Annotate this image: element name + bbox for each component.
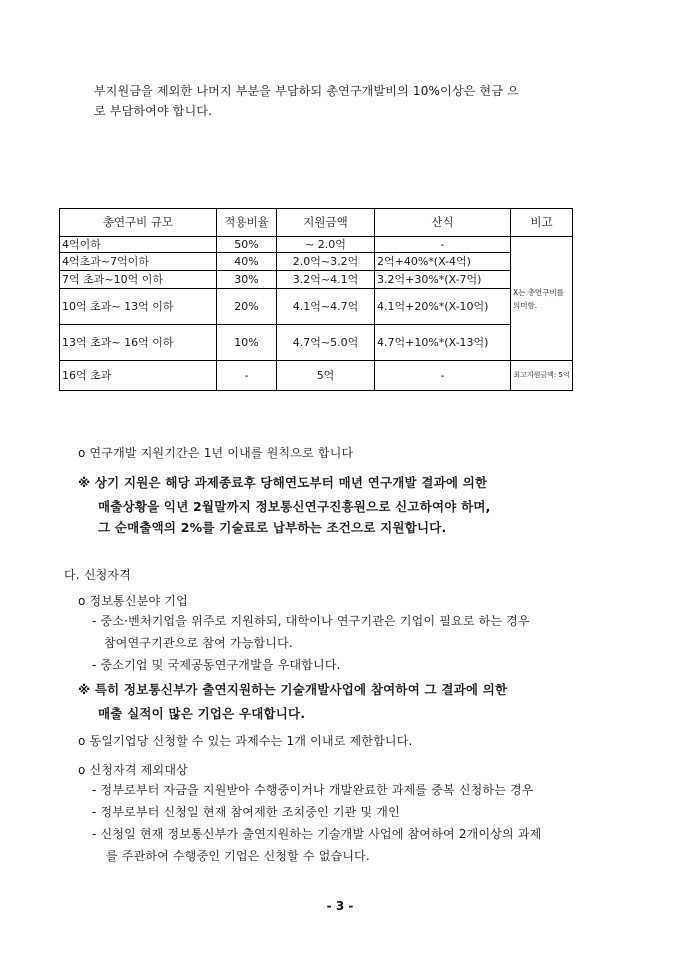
cell-scale: 7억 초과~10억 이하 xyxy=(60,271,217,289)
funding-table xyxy=(59,208,573,391)
cell-scale: 4억초과~7억이하 xyxy=(60,253,217,271)
cell-formula: - xyxy=(375,361,511,391)
exclusion-title: o 신청자격 제외대상 xyxy=(78,763,188,777)
cell-amount: 3.2억~4.1억 xyxy=(277,271,375,289)
table-row xyxy=(60,361,573,391)
intro-line-2: 로 부담하여야 합니다. xyxy=(94,104,213,118)
cell-formula: 2억+40%*(X-4억) xyxy=(375,253,511,271)
field-title: o 정보통신분야 기업 xyxy=(78,594,188,608)
field-item-1-line-2: 참여연구기관으로 참여 가능합니다. xyxy=(104,636,293,650)
limit-text: o 동일기업당 신청할 수 있는 과제수는 1개 이내로 제한합니다. xyxy=(78,734,413,748)
exclusion-item-2: - 정부로부터 신청일 현재 참여제한 조치중인 기관 및 개인 xyxy=(92,805,400,819)
cell-rate: 20% xyxy=(217,289,277,325)
intro-line-1: 부지원금을 제외한 나머지 부분을 부담하되 총연구개발비의 10%이상은 현금 으 xyxy=(94,84,519,98)
exclusion-item-1: - 정부로부터 자금을 지원받아 수행중이거나 개발완료한 과제를 중복 신청하는 경우 xyxy=(92,783,534,797)
header-remark: 비고 xyxy=(511,209,573,237)
page-number: - 3 - xyxy=(326,899,354,913)
cell-rate: 40% xyxy=(217,253,277,271)
period-text: o 연구개발 지원기간은 1년 이내를 원칙으로 합니다 xyxy=(78,446,354,460)
cell-amount: ~ 2.0억 xyxy=(277,237,375,253)
field-item-2: - 중소기업 및 국제공동연구개발을 우대합니다. xyxy=(92,658,341,672)
header-amount: 지원금액 xyxy=(277,209,375,237)
exclusion-item-3-line-2: 를 주관하여 수행중인 기업은 신청할 수 없습니다. xyxy=(106,849,370,863)
cell-amount: 4.1억~4.7억 xyxy=(277,289,375,325)
cell-amount: 4.7억~5.0억 xyxy=(277,325,375,361)
notice2-line-2: 매출 실적이 많은 기업은 우대합니다. xyxy=(98,706,306,721)
cell-remark-max: 최고지원금액: 5억 xyxy=(511,361,573,391)
cell-remark-x: X는 총연구비를 의미함. xyxy=(511,237,573,361)
table-row xyxy=(60,253,573,271)
header-rate: 적용비율 xyxy=(217,209,277,237)
table-row xyxy=(60,271,573,289)
cell-formula: - xyxy=(375,237,511,253)
table-row xyxy=(60,289,573,325)
table-row xyxy=(60,325,573,361)
section-title: 다. 신청자격 xyxy=(64,568,131,582)
cell-scale: 13억 초과~ 16억 이하 xyxy=(60,325,217,361)
cell-amount: 2.0억~3.2억 xyxy=(277,253,375,271)
cell-amount: 5억 xyxy=(277,361,375,391)
cell-formula: 4.1억+20%*(X-10억) xyxy=(375,289,511,325)
cell-scale: 16억 초과 xyxy=(60,361,217,391)
table-header-row xyxy=(60,209,573,237)
field-item-1-line-1: - 중소·벤처기업을 위주로 지원하되, 대학이나 연구기관은 기업이 필요로 하는 경우 xyxy=(92,614,530,628)
notice1-line-1: ※ 상기 지원은 해당 과제종료후 당해연도부터 매년 연구개발 결과에 의한 xyxy=(78,475,488,490)
cell-rate: 50% xyxy=(217,237,277,253)
header-formula: 산식 xyxy=(375,209,511,237)
cell-formula: 3.2억+30%*(X-7억) xyxy=(375,271,511,289)
cell-rate: 10% xyxy=(217,325,277,361)
notice2-line-1: ※ 특히 정보통신부가 출연지원하는 기술개발사업에 참여하여 그 결과에 의한 xyxy=(78,682,508,697)
cell-formula: 4.7억+10%*(X-13억) xyxy=(375,325,511,361)
exclusion-item-3-line-1: - 신청일 현재 정보통신부가 출연지원하는 기술개발 사업에 참여하여 2개이상의 과제 xyxy=(92,827,542,841)
notice1-line-2: 매출상황을 익년 2월말까지 정보통신연구진흥원으로 신고하여야 하며, xyxy=(98,499,491,514)
cell-scale: 4억이하 xyxy=(60,237,217,253)
cell-scale: 10억 초과~ 13억 이하 xyxy=(60,289,217,325)
cell-rate: 30% xyxy=(217,271,277,289)
header-scale: 총연구비 규모 xyxy=(60,209,217,237)
cell-rate: - xyxy=(217,361,277,391)
table-row xyxy=(60,237,573,253)
notice1-line-3: 그 순매출액의 2%를 기술료로 납부하는 조건으로 지원합니다. xyxy=(98,520,447,535)
